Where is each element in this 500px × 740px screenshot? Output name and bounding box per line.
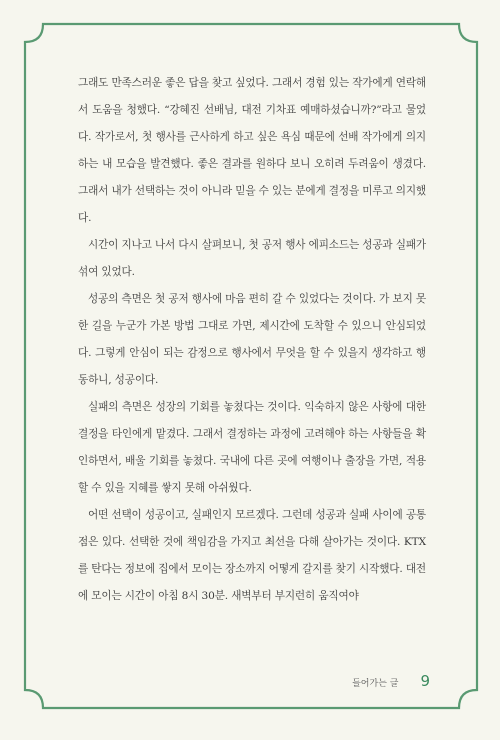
paragraph: 실패의 측면은 성장의 기회를 놓쳤다는 것이다. 익숙하지 않은 사항에 대한 결정을 타인에게 맡겼다. 그래서 결정하는 과정에 고려해야 하는 사항들을 확인하면서, 배울 기회를 놓쳤다. 국내에 다른 곳에 여행이나 출장을 가면, 적용할 수 있을 지혜를 쌓지 못해 아쉬웠다.: [78, 401, 426, 494]
paragraph: 성공의 측면은 첫 공저 행사에 마음 편히 갈 수 있었다는 것이다. 가 보지 못한 길을 누군가 가본 방법 그대로 가면, 제시간에 도착할 수 있으니 안심되었다. 그렇게 안심이 되는 감정으로 행사에서 무엇을 할 수 있을지 생각하고 행동하니, 성공이다.: [78, 293, 426, 386]
chapter-title: 들어가는 글: [352, 679, 399, 689]
paragraph: 그래도 만족스러운 좋은 답을 찾고 싶었다. 그래서 경험 있는 작가에게 연락해서 도움을 청했다. “강혜진 선배님, 대전 기차표 예매하셨습니까?”라고 물었다. 작가로서, 첫 행사를 근사하게 하고 싶은 욕심 때문에 선배 작가에게 의지하는 내 모습을 발견했다. 좋은 결과를 원하다 보니 오히려 두려움이 생겼다. 그래서 내가 선택하는 것이 아니라 믿을 수 있는 분에게 결정을 미루고 의지했다.: [78, 77, 426, 224]
paragraph: 시간이 지나고 나서 다시 살펴보니, 첫 공저 행사 에피소드는 성공과 실패가 섞여 있었다.: [78, 239, 426, 278]
page-footer: [352, 672, 430, 690]
page-number: 9: [420, 672, 430, 690]
body-text: [78, 70, 426, 610]
paragraph: 어떤 선택이 성공이고, 실패인지 모르겠다. 그런데 성공과 실패 사이에 공통점은 있다. 선택한 것에 책임감을 가지고 최선을 다해 살아가는 것이다. KTX를 탄다는 정보에 집에서 모이는 장소까지 어떻게 갈지를 찾기 시작했다. 대전에 모이는 시간이 아침 8시 30분. 새벽부터 부지런히 움직여야: [78, 509, 426, 602]
